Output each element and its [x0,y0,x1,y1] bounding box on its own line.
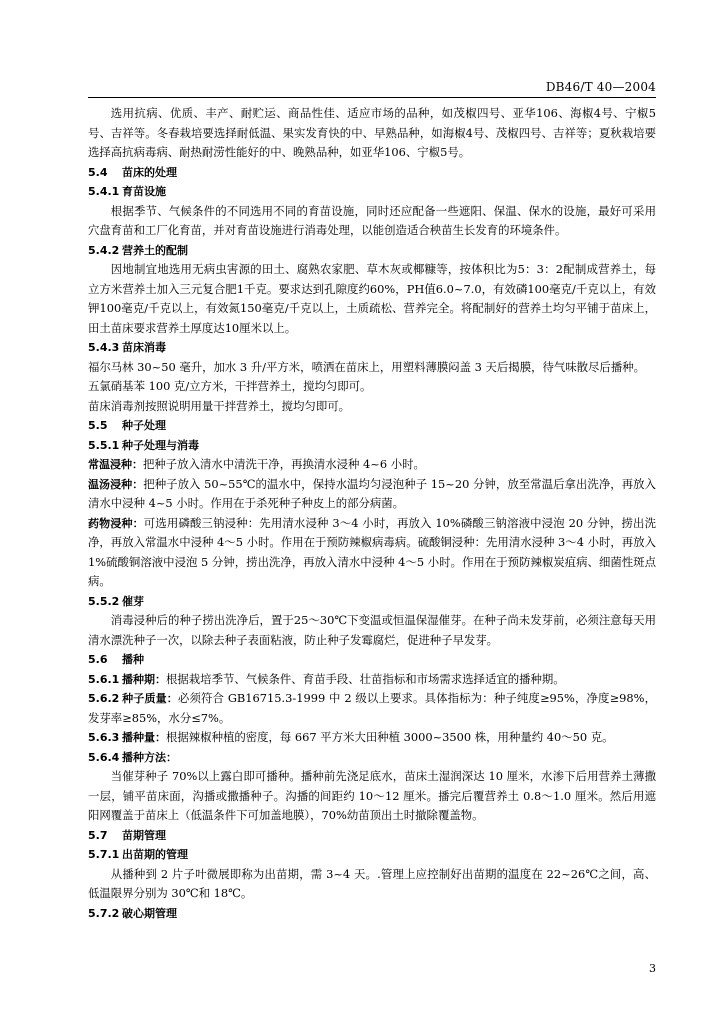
section-5-6 [88,650,656,670]
section-5-7 [88,826,656,846]
section-number: 5.4.1 [88,185,120,198]
paragraph-5-6-4-body: 当催芽种子 70%以上露白即可播种。播种前先浇足底水，苗床土湿润深达 10 厘米，水渗下后用营养土薄撒一层，铺平苗床面，沟播或撒播种子。沟播的间距约 10～12 厘米。播完后覆营养土 0.8～1.0 厘米。然后用遮阳网覆盖于苗床上（低温条件下可加盖地膜），70%幼苗顶出土时撤除覆盖物。 [88,769,656,822]
paragraph-5-5-2: 消毒浸种后的种子捞出洗净后，置于25～30℃下变温或恒温保湿催芽。在种子尚未发芽前，必须注意每天用清水漂洗种子一次，以除去种子表面粘液，防止种子发霉腐烂，促进种子早发芽。 [88,613,656,647]
section-title: 育苗设施 [122,185,166,198]
paragraph-5-6-4 [88,748,656,768]
section-number: 5.5.1 [88,438,120,452]
section-5-4 [88,163,656,183]
paragraph-5-4-1: 根据季节、气候条件的不同选用不同的育苗设施，同时还应配备一些遮阳、保温、保水的设施，最好可采用穴盘育苗和工厂化育苗，并对育苗设施进行消毒处理，以能创造适合秧苗生长发育的环境条件。 [88,203,656,237]
paragraph-text: 根据辣椒种植的密度，每 667 平方米大田种植 3000~3500 株，用种量约 40～50 克。 [166,730,614,744]
paragraph-text: 根据栽培季节、气候条件、育苗手段、壮苗指标和市场需求选择适宜的播种期。 [166,671,565,686]
section-title: 种子处理 [122,419,166,432]
section-number: 5.6 [88,653,108,666]
section-title: 种子处理与消毒 [122,438,199,452]
section-title: 催芽 [122,594,144,608]
section-5-5-2 [88,592,656,612]
section-number: 5.4 [88,165,108,179]
paragraph-5-7-1: 从播种到 2 片子叶微展即称为出苗期，需 3~4 天。.管理上应控制好出苗期的温度在 22~26℃之间，高、低温限界分别为 30℃和 18℃。 [88,866,656,900]
section-5-5-1 [88,436,656,456]
section-title: 苗床的处理 [122,165,177,179]
section-title: 出苗期的管理 [122,848,188,861]
section-number: 5.4.3 [88,341,120,354]
section-5-4-3 [88,338,656,358]
paragraph-5-4-3-a: 福尔马林 30~50 毫升，加水 3 升/平方米，喷洒在苗床上，用塑料薄膜闷盖 3 天后揭膜，待气味散尽后播种。 [88,359,645,374]
paragraph-text: 把种子放入清水中清洗干净，再换清水浸种 4~6 小时。 [143,457,425,471]
lead-term: 常温浸种： [88,458,143,471]
paragraph-warm-soak [88,475,656,514]
section-number: 5.7 [88,828,108,842]
section-number: 5.6.1 [88,672,120,686]
section-number: 5.6.2 [88,692,120,705]
section-number: 5.7.2 [88,906,120,920]
lead-term: 药物浸种： [88,516,144,530]
lead-term: 播种方法： [122,750,177,764]
page-header-code: DB46/T 40—2004 [545,80,656,94]
paragraph-chemical-soak [88,514,656,592]
paragraph-normal-soak [88,455,656,475]
section-title: 营养土的配制 [122,243,188,257]
paragraph-text: 可选用磷酸三钠浸种：先用清水浸种 3～4 小时，再放入 10%磷酸三钠溶液中浸泡 20 分钟，捞出洗净，再放入常温水中浸种 4～5 小时。作用在于预防辣椒病毒病。硫酸铜浸种：先用清水浸种 3～4 小时，再放入 1%硫酸铜溶液中浸泡 5 分钟，捞出洗净，再放入清水中浸种 4～5 小时。作用在于预防辣椒炭疽病、细菌性斑点病。 [88,515,656,588]
paragraph-5-6-1 [88,670,656,690]
page-number: 3 [649,962,656,975]
section-title: 苗期管理 [122,828,166,842]
lead-term: 播种量： [122,731,166,744]
section-5-5 [88,416,656,436]
section-number: 5.6.3 [88,731,120,744]
paragraph-5-4-3-b: 五氯硝基苯 100 克/立方米，干拌营养土，搅均匀即可。 [88,379,372,393]
lead-term: 播种期： [122,672,166,686]
section-number: 5.7.1 [88,848,120,861]
document-body [88,104,656,923]
section-number: 5.5.2 [88,594,120,608]
paragraph-text: 必须符合 GB16715.3-1999 中 2 级以上要求。具体指标为：种子纯度≥95%，净度≥98%，发芽率≥85%，水分≤7%。 [88,691,657,725]
lead-term: 温汤浸种： [88,477,144,491]
paragraph-variety: 选用抗病、优质、丰产、耐贮运、商品性佳、适应市场的品种，如茂椒四号、亚华106、海椒4号、宁椒5号、吉祥等。冬春栽培要选择耐低温、果实发育快的中、早熟品种，如海椒4号、茂椒四号、吉祥等；夏秋栽培要选择高抗病毒病、耐热耐涝性能好的中、晚熟品种，如亚华106、宁椒5号。 [88,106,656,159]
section-number: 5.4.2 [88,243,120,257]
header-rule [88,97,656,98]
section-title: 播种 [122,653,144,666]
section-5-7-2 [88,904,656,924]
section-number: 5.5 [88,419,108,432]
paragraph-text: 把种子放入 50~55℃的温水中，保持水温均匀浸泡种子 15~20 分钟，放至常温后拿出洗净，再放入清水中浸种 4~5 小时。作用在于杀死种子种皮上的部分病菌。 [88,476,657,510]
paragraph-5-6-2 [88,689,656,728]
section-title: 苗床消毒 [122,341,166,354]
paragraph-5-4-2: 因地制宜地选用无病虫害源的田土、腐熟农家肥、草木灰或椰糠等，按体积比为5：3：2配制成营养土，每立方米营养土加入三元复合肥1千克。要求达到孔隙度约60%，PH值6.0~7.0，有效磷100毫克/千克以上，有效钾100毫克/千克以上，有效氮150毫克/千克以上，土质疏松、营养完全。将配制好的营养土均匀平铺于苗床上，田土苗床要求营养土厚度达10厘米以上。 [88,262,656,335]
section-5-7-1 [88,845,656,865]
paragraph-5-4-3-c: 苗床消毒剂按照说明用量干拌营养土，搅均匀即可。 [88,398,350,413]
section-5-4-1 [88,182,656,202]
section-number: 5.6.4 [88,750,120,764]
section-5-4-2 [88,241,656,261]
section-title: 破心期管理 [122,906,177,920]
lead-term: 种子质量： [122,692,178,705]
paragraph-5-6-3 [88,728,656,748]
